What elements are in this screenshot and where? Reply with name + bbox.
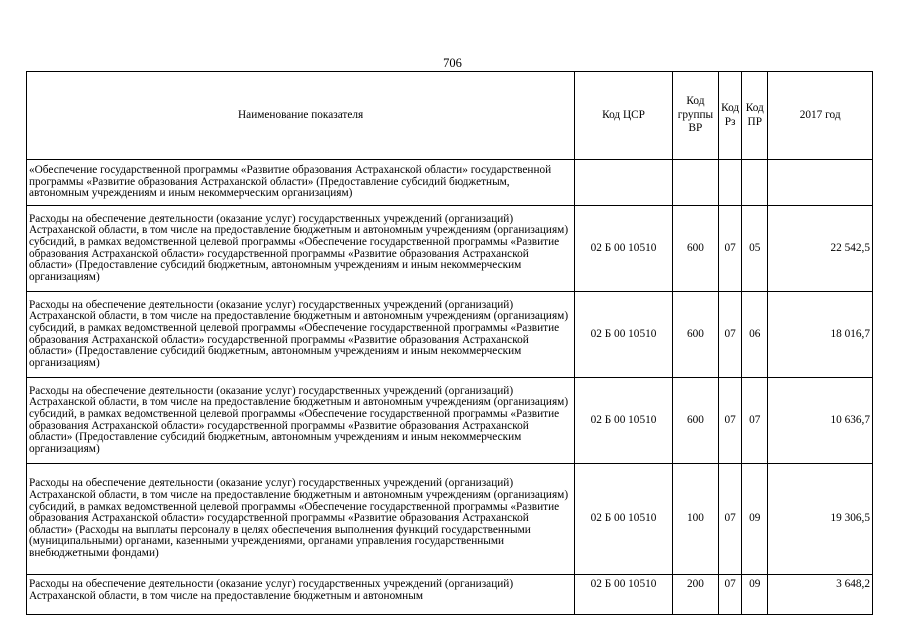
cell-pr: 06 <box>742 292 768 378</box>
table-header-row <box>27 72 873 160</box>
cell-pr: 05 <box>742 206 768 292</box>
cell-amount: 3 648,2 <box>768 575 873 615</box>
page-number: 706 <box>443 56 462 70</box>
cell-name: Расходы на обеспечение деятельности (оказание услуг) государственных учреждений (организаций) Астраханской области, в том числе на предоставление бюджетным и автономным учреждениям (организациям) субсидий, в рамках ведомственной целевой программы «Обеспечение государственной программы «Развитие образования Астраханской области» государственной программы «Развитие образования Астраханской области» (Предоставление субсидий бюджетным, автономным учреждениям и иным некоммерческим организациям) <box>27 292 575 378</box>
cell-name: «Обеспечение государственной программы «Развитие образования Астраханской области» государственной программы «Развитие образования Астраханской области» (Предоставление субсидий бюджетным, автономным учреждениям и иным некоммерческим организациям) <box>27 160 575 206</box>
cell-name: Расходы на обеспечение деятельности (оказание услуг) государственных учреждений (организаций) Астраханской области, в том числе на предоставление бюджетным и автономным учреждениям (организациям) субсидий, в рамках ведомственной целевой программы «Обеспечение государственной программы «Развитие образования Астраханской области» государственной программы «Развитие образования Астраханской области» (Расходы на выплаты персоналу в целях обеспечения выполнения функций государственными (муниципальными) органами, казенными учреждениями, органами управления государственными внебюджетными фондами) <box>27 464 575 575</box>
cell-vr: 600 <box>672 206 718 292</box>
header-rz: Код Рз <box>719 72 742 160</box>
table-row <box>27 206 873 292</box>
cell-amount: 18 016,7 <box>768 292 873 378</box>
header-year: 2017 год <box>768 72 873 160</box>
header-name: Наименование показателя <box>27 72 575 160</box>
cell-vr: 200 <box>672 575 718 615</box>
header-csr: Код ЦСР <box>575 72 673 160</box>
cell-name: Расходы на обеспечение деятельности (оказание услуг) государственных учреждений (организаций) Астраханской области, в том числе на предоставление бюджетным и автономным <box>27 575 575 615</box>
table-row <box>27 575 873 615</box>
cell-pr: 07 <box>742 378 768 464</box>
budget-table <box>26 71 873 615</box>
cell-rz: 07 <box>719 575 742 615</box>
cell-rz <box>719 160 742 206</box>
cell-rz: 07 <box>719 206 742 292</box>
table-row <box>27 378 873 464</box>
cell-vr: 100 <box>672 464 718 575</box>
cell-csr: 02 Б 00 10510 <box>575 575 673 615</box>
header-vr: Код группы ВР <box>672 72 718 160</box>
cell-vr: 600 <box>672 378 718 464</box>
cell-rz: 07 <box>719 464 742 575</box>
cell-rz: 07 <box>719 292 742 378</box>
cell-vr <box>672 160 718 206</box>
cell-pr: 09 <box>742 575 768 615</box>
cell-csr <box>575 160 673 206</box>
cell-amount: 10 636,7 <box>768 378 873 464</box>
cell-amount <box>768 160 873 206</box>
cell-name: Расходы на обеспечение деятельности (оказание услуг) государственных учреждений (организаций) Астраханской области, в том числе на предоставление бюджетным и автономным учреждениям (организациям) субсидий, в рамках ведомственной целевой программы «Обеспечение государственной программы «Развитие образования Астраханской области» государственной программы «Развитие образования Астраханской области» (Предоставление субсидий бюджетным, автономным учреждениям и иным некоммерческим организациям) <box>27 378 575 464</box>
cell-rz: 07 <box>719 378 742 464</box>
cell-csr: 02 Б 00 10510 <box>575 378 673 464</box>
header-pr: Код ПР <box>742 72 768 160</box>
cell-csr: 02 Б 00 10510 <box>575 464 673 575</box>
cell-amount: 22 542,5 <box>768 206 873 292</box>
cell-pr: 09 <box>742 464 768 575</box>
cell-name: Расходы на обеспечение деятельности (оказание услуг) государственных учреждений (организаций) Астраханской области, в том числе на предоставление бюджетным и автономным учреждениям (организациям) субсидий, в рамках ведомственной целевой программы «Обеспечение государственной программы «Развитие образования Астраханской области» государственной программы «Развитие образования Астраханской области» (Предоставление субсидий бюджетным, автономным учреждениям и иным некоммерческим организациям) <box>27 206 575 292</box>
cell-csr: 02 Б 00 10510 <box>575 206 673 292</box>
cell-amount: 19 306,5 <box>768 464 873 575</box>
table-row <box>27 292 873 378</box>
table-row <box>27 464 873 575</box>
cell-csr: 02 Б 00 10510 <box>575 292 673 378</box>
table-row <box>27 160 873 206</box>
cell-pr <box>742 160 768 206</box>
cell-vr: 600 <box>672 292 718 378</box>
